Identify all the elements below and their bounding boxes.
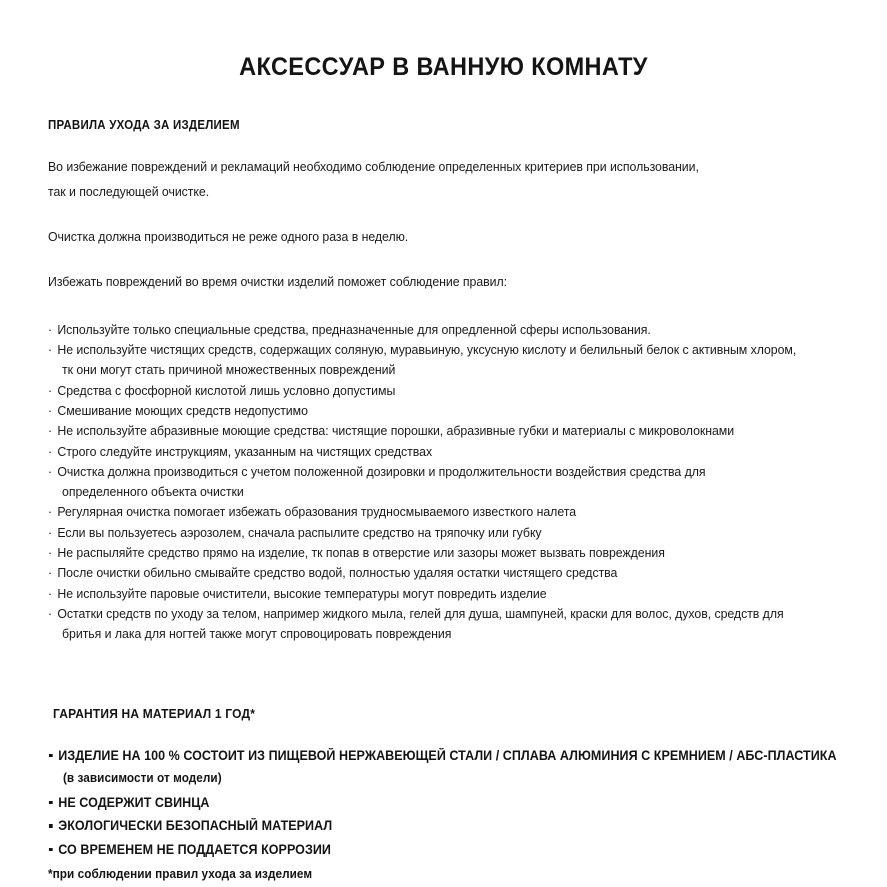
care-rule-item — [48, 523, 788, 543]
guarantee-feature-item — [48, 791, 788, 815]
care-rule-line: Строго следуйте инструкциям, указанным на чистящих средствах — [57, 443, 433, 459]
bullet-square-icon — [49, 848, 52, 852]
bullet-dot-icon: · — [48, 321, 53, 337]
care-rule-line: Остатки средств по уходу за телом, например жидкого мыла, гелей для душа, шампуней, краски для волос, духов, средств для — [57, 605, 784, 621]
bullet-dot-icon: · — [48, 565, 53, 581]
intro-paragraph-line-2: так и последующей очистке. — [48, 183, 210, 199]
intro-paragraph-line-4: Избежать повреждений во время очистки изделий поможет соблюдение правил: — [48, 273, 508, 289]
guarantee-feature-item — [48, 744, 837, 791]
bullet-dot-icon: · — [48, 545, 53, 561]
bullet-dot-icon: · — [48, 524, 53, 540]
care-rule-item — [48, 604, 788, 645]
care-rule-line: Регулярная очистка помогает избежать образования трудносмываемого известкого налета — [57, 504, 577, 520]
care-rule-item — [48, 563, 788, 583]
guarantee-feature-line: НЕ СОДЕРЖИТ СВИНЦА — [58, 794, 210, 810]
care-rule-line: Не используйте абразивные моющие средства: чистящие порошки, абразивные губки и материалы с микроволокнами — [57, 423, 735, 439]
bullet-dot-icon: · — [48, 605, 53, 621]
care-rule-item — [48, 421, 788, 441]
care-rule-line-continued: определенного объекта очистки — [62, 484, 244, 500]
guarantee-feature-subline: (в зависимости от модели) — [62, 771, 222, 785]
bullet-dot-icon: · — [48, 382, 53, 398]
guarantee-feature-line: СО ВРЕМЕНЕМ НЕ ПОДДАЕТСЯ КОРРОЗИИ — [58, 841, 331, 857]
care-intro-block — [48, 154, 839, 294]
guarantee-feature-item — [48, 838, 788, 862]
care-rule-line-continued: тк они могут стать причиной множественных повреждений — [62, 362, 396, 378]
care-section-heading: ПРАВИЛА УХОДА ЗА ИЗДЕЛИЕМ — [48, 117, 240, 132]
care-rule-line: Очистка должна производиться с учетом положенной дозировки и продолжительности воздействия средства для — [57, 463, 706, 479]
care-rule-line: Средства с фосфорной кислотой лишь условно допустимы — [57, 382, 396, 398]
bullet-dot-icon: · — [48, 585, 53, 601]
bullet-dot-icon: · — [48, 443, 53, 459]
care-rule-line: Используйте только специальные средства, предназначенные для опредленной сферы использования. — [57, 321, 651, 337]
guarantee-features-list — [48, 744, 839, 862]
bullet-dot-icon: · — [48, 463, 53, 479]
care-rule-line: Не распыляйте средство прямо на изделие, тк попав в отверстие или зазоры может вызвать повреждения — [57, 545, 665, 561]
care-rule-item — [48, 462, 788, 503]
care-rule-item — [48, 502, 788, 522]
care-rule-item — [48, 543, 788, 563]
care-rule-item — [48, 401, 788, 421]
bullet-square-icon — [49, 801, 52, 805]
care-rule-item — [48, 584, 788, 604]
guarantee-heading: ГАРАНТИЯ НА МАТЕРИАЛ 1 ГОД* — [53, 705, 256, 721]
guarantee-feature-line: ИЗДЕЛИЕ НА 100 % СОСТОИТ ИЗ ПИЩЕВОЙ НЕРЖАВЕЮЩЕЙ СТАЛИ / СПЛАВА АЛЮМИНИЯ С КРЕМНИЕМ / АБС-ПЛАСТИКА — [58, 747, 837, 763]
guarantee-feature-line: ЭКОЛОГИЧЕСКИ БЕЗОПАСНЫЙ МАТЕРИАЛ — [58, 818, 333, 833]
bullet-dot-icon: · — [48, 342, 53, 358]
care-rule-item — [48, 442, 788, 462]
care-rule-line: Смешивание моющих средств недопустимо — [57, 402, 308, 418]
care-rule-line: Не используйте паровые очистители, высокие температуры могут повредить изделие — [57, 585, 547, 601]
intro-paragraph-line-3: Очистка должна производиться не реже одного раза в неделю. — [48, 228, 409, 244]
guarantee-footnote: *при соблюдении правил ухода за изделием — [48, 867, 313, 881]
care-rule-line: После очистки обильно смывайте средство водой, полностью удаляя остатки чистящего средства — [57, 565, 618, 581]
care-rule-line: Не используйте чистящих средств, содержащих соляную, муравьиную, уксусную кислоту и белильный белок с активным хлором, — [57, 342, 797, 358]
bullet-square-icon — [49, 824, 52, 828]
page-title: АКСЕССУАР В ВАННУЮ КОМНАТУ — [239, 53, 648, 81]
bullet-dot-icon: · — [48, 504, 53, 520]
guarantee-feature-item — [48, 814, 788, 838]
bullet-dot-icon: · — [48, 402, 53, 418]
guarantee-block — [48, 706, 839, 887]
care-rule-line-continued: бритья и лака для ногтей также могут спровоцировать повреждения — [62, 626, 452, 642]
intro-paragraph-line-1: Во избежание повреждений и рекламаций необходимо соблюдение определенных критериев при использовании, — [48, 158, 699, 174]
bullet-dot-icon: · — [48, 423, 53, 439]
care-rule-item — [48, 320, 788, 340]
care-rules-list — [48, 320, 839, 645]
care-rule-item — [48, 340, 797, 381]
bullet-square-icon — [49, 754, 52, 758]
care-rule-line: Если вы пользуетесь аэрозолем, сначала распылите средство на тряпочку или губку — [57, 524, 542, 540]
care-rule-item — [48, 381, 788, 401]
